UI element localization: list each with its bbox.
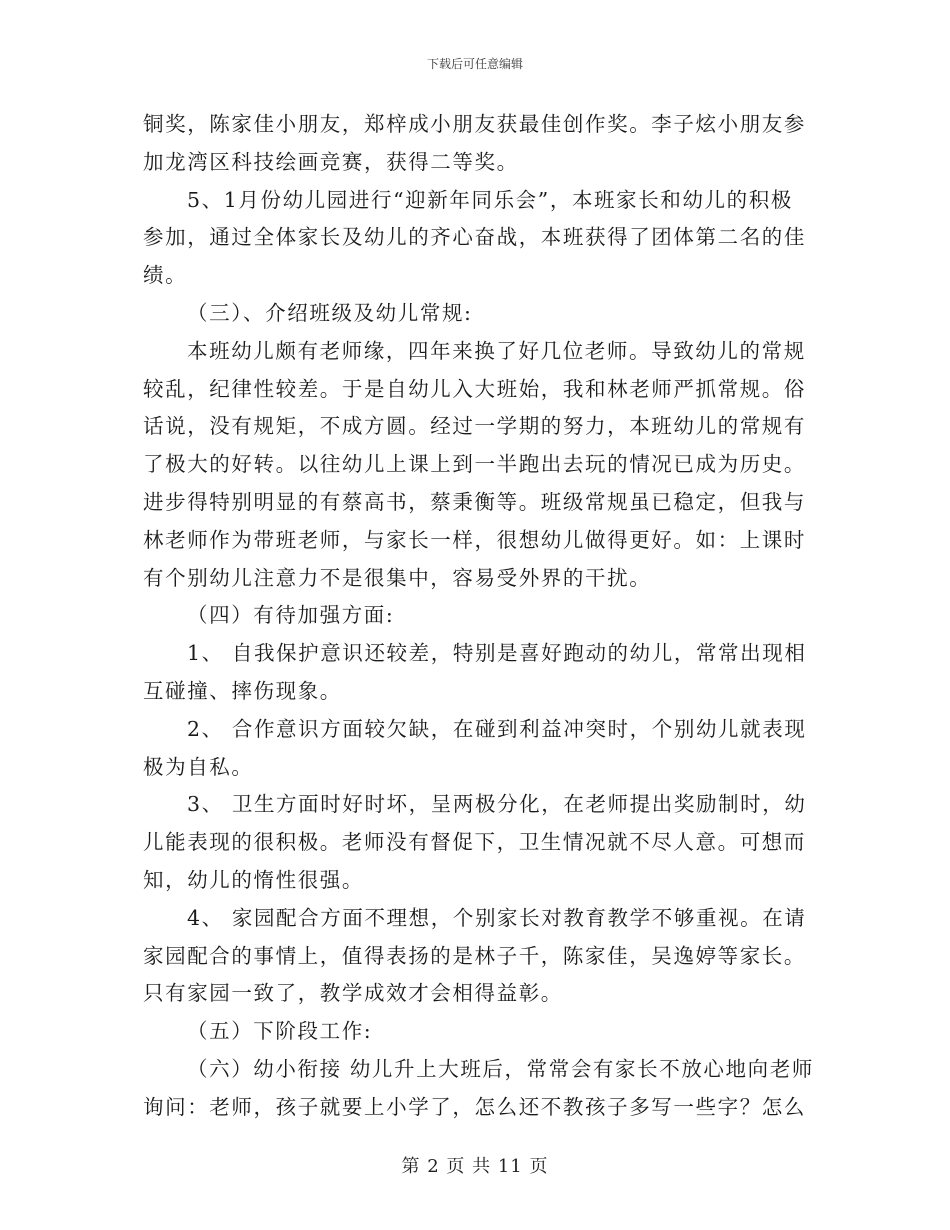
text-line: 绩。 bbox=[143, 263, 188, 288]
text-line: 1、 自我保护意识还较差，特别是喜好跑动的幼儿，常常出现相 bbox=[187, 641, 807, 666]
text-line: 铜奖，陈家佳小朋友，郑梓成小朋友获最佳创作奖。李子炫小朋友参 bbox=[143, 112, 806, 136]
text-line: 本班幼儿颇有老师缘，四年来换了好几位老师。导致幼儿的常规 bbox=[187, 338, 806, 363]
text-line: 林老师作为带班老师，与家长一样，很想幼儿做得更好。如：上课时 bbox=[143, 527, 806, 552]
text-line: 较乱，纪律性较差。于是自幼儿入大班始，我和林老师严抓常规。俗 bbox=[143, 376, 806, 401]
section-heading: （三）、介绍班级及幼儿常规: bbox=[187, 300, 473, 325]
text-line: 只有家园一致了，教学成效才会相得益彰。 bbox=[143, 981, 563, 1006]
text-line: 儿能表现的很积极。老师没有督促下，卫生情况就不尽人意。可想而 bbox=[143, 830, 806, 855]
text-line: 互碰撞、摔伤现象。 bbox=[143, 678, 342, 703]
text-line: 极为自私。 bbox=[143, 754, 254, 779]
section-heading: （四）有待加强方面: bbox=[187, 603, 395, 628]
text-line: 家园配合的事情上，值得表扬的是林子千，陈家佳，吴逸婷等家长。 bbox=[143, 943, 806, 968]
text-line: 了极大的好转。以往幼儿上课上到一半跑出去玩的情况已成为历史。 bbox=[143, 452, 806, 477]
text-line: 3、 卫生方面时好时坏，呈两极分化，在老师提出奖励制时，幼 bbox=[187, 792, 807, 817]
text-line: 加龙湾区科技绘画竞赛，获得二等奖。 bbox=[143, 149, 519, 174]
document-body bbox=[143, 106, 813, 1127]
text-line: 参加，通过全体家长及幼儿的齐心奋战，本班获得了团体第二名的佳 bbox=[143, 225, 806, 250]
text-line: 有个别幼儿注意力不是很集中，容易受外界的干扰。 bbox=[143, 565, 652, 590]
section-heading: （五）下阶段工作: bbox=[187, 1019, 373, 1044]
text-line: 2、 合作意识方面较欠缺，在碰到利益冲突时，个别幼儿就表现 bbox=[187, 716, 807, 741]
page-number: 第 2 页 共 11 页 bbox=[401, 1156, 549, 1177]
text-line: 话说，没有规矩，不成方圆。经过一学期的努力，本班幼儿的常规有 bbox=[143, 414, 806, 439]
text-line: 询问：老师，孩子就要上小学了，怎么还不教孩子多写一些字？怎么 bbox=[143, 1094, 806, 1119]
text-line: 知，幼儿的惰性很强。 bbox=[143, 867, 364, 892]
text-line: 进步得特别明显的有蔡高书，蔡秉衡等。班级常规虽已稳定，但我与 bbox=[143, 489, 806, 514]
text-line: 5、1月份幼儿园进行“迎新年同乐会”，本班家长和幼儿的积极 bbox=[187, 187, 793, 212]
text-line: （六）幼小衔接 幼儿升上大班后，常常会有家长不放心地向老师 bbox=[187, 1056, 814, 1081]
header-note: 下载后可任意编辑 bbox=[426, 57, 523, 71]
text-line: 4、 家园配合方面不理想，个别家长对教育教学不够重视。在请 bbox=[187, 905, 807, 930]
